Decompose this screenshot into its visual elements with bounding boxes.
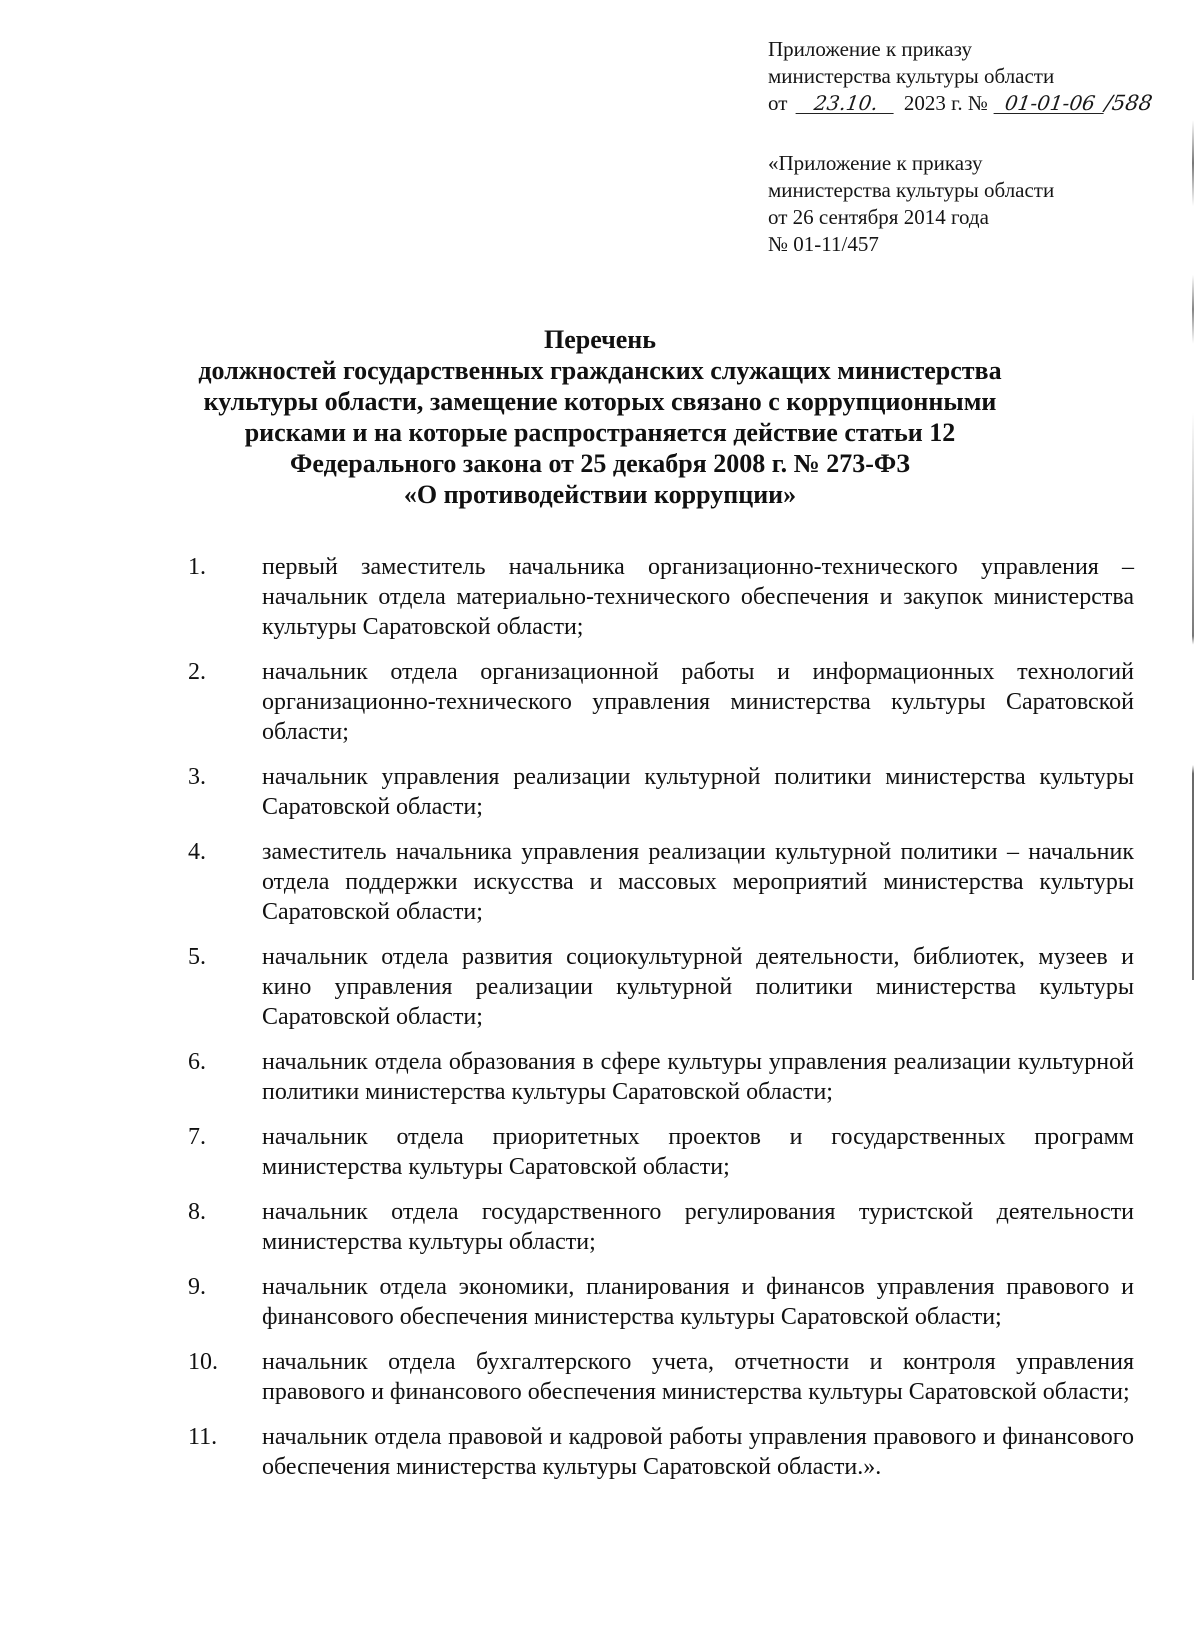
- list-item-text: начальник отдела приоритетных проектов и государственных программ министерства культуры Саратовской области;: [262, 1124, 1134, 1180]
- document-title: [150, 324, 1050, 510]
- list-item-number: 11.: [188, 1424, 218, 1450]
- date-prefix: от: [768, 91, 788, 115]
- list-item-text: начальник отдела образования в сфере культуры управления реализации культурной политики министерства культуры Саратовской области;: [262, 1049, 1134, 1105]
- list-item-number: 2.: [188, 659, 206, 685]
- list-item-number: 9.: [188, 1274, 206, 1300]
- list-item-text: начальник управления реализации культурной политики министерства культуры Саратовской области;: [262, 764, 1134, 820]
- title-line-4: рисками и на которые распространяется действие статьи 12: [244, 418, 956, 447]
- title-line-3: культуры области, замещение которых связано с коррупционными: [203, 387, 997, 416]
- list-item: [188, 1047, 1134, 1107]
- list-item-text: начальник отдела экономики, планирования и финансов управления правового и финансового обеспечения министерства культуры Саратовской области;: [262, 1274, 1134, 1330]
- handwritten-number-tail: /588: [1103, 91, 1155, 115]
- list-item-number: 5.: [188, 944, 206, 970]
- appendix-date-line: [768, 90, 1188, 117]
- list-item: [188, 1272, 1134, 1332]
- original-appendix-line-2: министерства культуры области: [768, 178, 1055, 202]
- list-item-number: 1.: [188, 554, 206, 580]
- positions-list: [188, 552, 1134, 1497]
- list-item: [188, 837, 1134, 927]
- list-item-number: 6.: [188, 1049, 206, 1075]
- handwritten-number: 01-01-06: [994, 93, 1107, 114]
- handwritten-date: 23.10.: [795, 93, 896, 114]
- list-item-text: начальник отдела государственного регулирования туристской деятельности министерства культуры области;: [262, 1199, 1134, 1255]
- list-item: [188, 1422, 1134, 1482]
- list-item-text: начальник отдела правовой и кадровой работы управления правового и финансового обеспечения министерства культуры Саратовской области.».: [262, 1424, 1134, 1480]
- list-item: [188, 552, 1134, 642]
- list-item-number: 3.: [188, 764, 206, 790]
- list-item: [188, 1122, 1134, 1182]
- year-part: 2023 г. №: [903, 91, 988, 115]
- appendix-line-1: Приложение к приказу: [768, 37, 972, 61]
- original-appendix-reference: [768, 150, 1188, 258]
- list-item-number: 4.: [188, 839, 206, 865]
- title-line-5: Федерального закона от 25 декабря 2008 г. № 273-ФЗ: [290, 449, 910, 478]
- list-item-number: 7.: [188, 1124, 206, 1150]
- list-item: [188, 1347, 1134, 1407]
- list-item-text: начальник отдела организационной работы и информационных технологий организационно-технического управления министерства культуры Саратовской области;: [262, 659, 1134, 745]
- list-item: [188, 762, 1134, 822]
- list-item-text: начальник отдела бухгалтерского учета, отчетности и контроля управления правового и финансового обеспечения министерства культуры Саратовской области;: [262, 1349, 1134, 1405]
- list-item-number: 10.: [188, 1349, 218, 1375]
- list-item: [188, 1197, 1134, 1257]
- list-item-text: заместитель начальника управления реализации культурной политики – начальник отдела поддержки искусства и массовых мероприятий министерства культуры Саратовской области;: [262, 839, 1134, 925]
- original-appendix-line-3: от 26 сентября 2014 года: [768, 205, 989, 229]
- list-item-text: первый заместитель начальника организационно-технического управления – начальник отдела материально-технического обеспечения и закупок министерства культуры Саратовской области;: [262, 554, 1134, 640]
- list-item-text: начальник отдела развития социокультурной деятельности, библиотек, музеев и кино управления реализации культурной политики министерства культуры Саратовской области;: [262, 944, 1134, 1030]
- list-item-number: 8.: [188, 1199, 206, 1225]
- title-line-6: «О противодействии коррупции»: [403, 480, 797, 509]
- title-line-2: должностей государственных гражданских служащих министерства: [198, 356, 1002, 385]
- original-appendix-line-1: «Приложение к приказу: [768, 151, 983, 175]
- appendix-header: [768, 36, 1188, 117]
- appendix-line-2: министерства культуры области: [768, 64, 1055, 88]
- scan-edge-artifact: [1192, 120, 1194, 980]
- original-appendix-line-4: № 01-11/457: [768, 232, 879, 256]
- title-line-1: Перечень: [543, 325, 657, 354]
- list-item: [188, 657, 1134, 747]
- list-item: [188, 942, 1134, 1032]
